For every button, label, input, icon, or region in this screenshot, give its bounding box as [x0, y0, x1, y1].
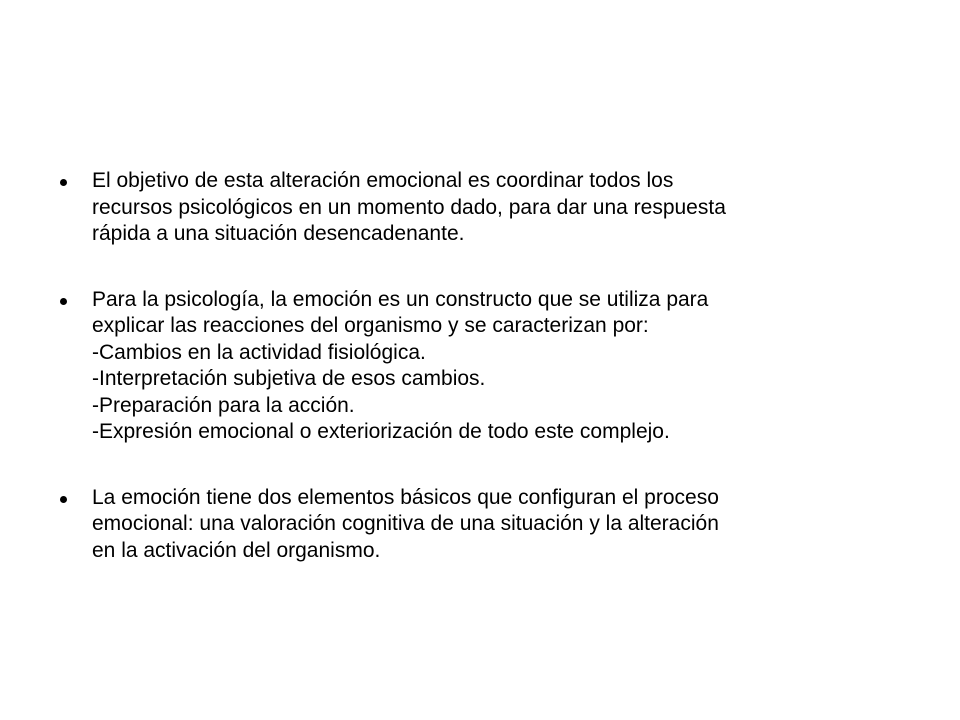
- text-line: -Expresión emocional o exteriorización de todo este complejo.: [92, 420, 670, 443]
- text-line: Para la psicología, la emoción es un constructo que se utiliza para: [92, 287, 709, 311]
- text-line: La emoción tiene dos elementos básicos que configuran el proceso: [92, 485, 719, 509]
- text-line: emocional: una valoración cognitiva de una situación y la alteración: [92, 512, 719, 535]
- bullet-icon: [60, 496, 67, 503]
- bullet-item-psychology: [60, 287, 860, 446]
- text-line: recursos psicológicos en un momento dado, para dar una respuesta: [92, 195, 726, 219]
- slide-content: [60, 168, 860, 564]
- text-line: -Preparación para la acción.: [92, 393, 355, 417]
- text-line: rápida a una situación desencadenante.: [92, 222, 465, 245]
- bullet-icon: [60, 298, 67, 305]
- bullet-item-elements: [60, 485, 860, 565]
- text-line: -Cambios en la actividad fisiológica.: [92, 340, 426, 364]
- bullet-icon: [60, 179, 67, 186]
- text-line: explicar las reacciones del organismo y se caracterizan por:: [92, 314, 649, 337]
- text-line: en la activación del organismo.: [92, 538, 381, 562]
- text-line: El objetivo de esta alteración emocional es coordinar todos los: [92, 169, 674, 192]
- text-line: -Interpretación subjetiva de esos cambios.: [92, 367, 486, 390]
- bullet-item-objective: [60, 168, 860, 248]
